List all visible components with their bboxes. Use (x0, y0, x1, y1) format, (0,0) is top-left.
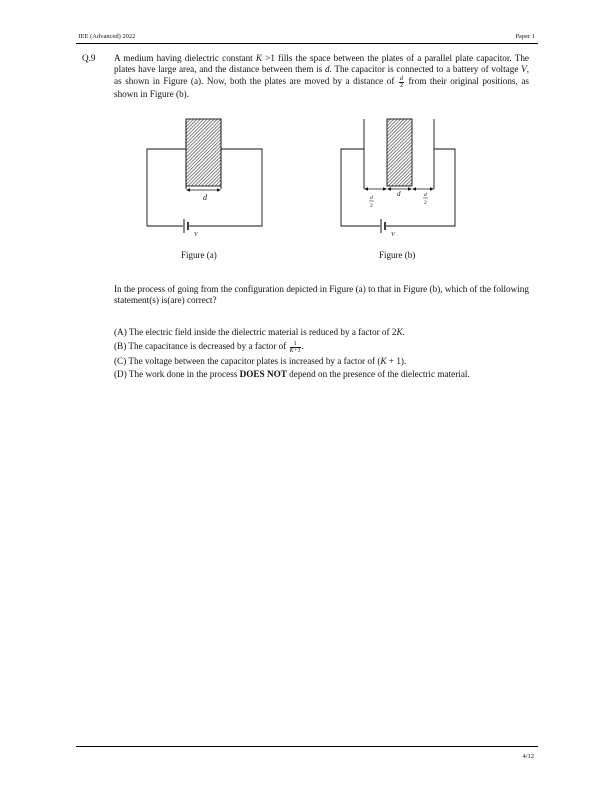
fraction-d-over-2: $\frac{d}{2}$ (399, 75, 403, 89)
page-number: 4/12 (522, 753, 534, 760)
wire-left-b (341, 149, 380, 226)
option-c: (C) The voltage between the capacitor plates is increased by a factor of (K + 1). (114, 356, 407, 366)
option-a: (A) The electric field inside the dielectric material is reduced by a factor of 2K. (114, 327, 405, 337)
figures (0, 0, 612, 300)
dielectric-slab-a (186, 119, 221, 186)
label-v-a: V (194, 232, 198, 238)
question-number: Q.9 (82, 53, 96, 63)
figure-a-caption: Figure (a) (181, 250, 217, 260)
question-stem: In the process of going from the configuration depicted in Figure (a) to that in Figure (b), which of the following statement(s) is(are) correct? (114, 284, 529, 306)
figure-b (341, 119, 455, 233)
header-exam-title: JEE (Advanced) 2022 (78, 33, 136, 40)
label-half-right-den: 2 (424, 200, 427, 206)
figure-b-caption: Figure (b) (379, 250, 416, 260)
wire-left-a (147, 149, 186, 226)
label-half-left-num: d (370, 195, 373, 201)
label-half-left-den: 2 (370, 203, 373, 209)
fraction-1-over-k-plus-1: $\frac{1}{K+1}$ (289, 341, 301, 354)
label-v-b: V (391, 232, 395, 238)
question-text: A medium having dielectric constant K >1 fills the space between the plates of a parallel plate capacitor. The plates have large area, and the distance between them is d. The capacitor is connected to a battery of voltage V, as shown in Figure (a). Now, both the plates are moved by a distance of $\frac{d}{2}$ from their original positions, as shown in Figure (b). (114, 53, 529, 99)
header-paper-number: Paper 1 (515, 33, 535, 40)
figure-a (147, 119, 262, 233)
option-d: (D) The work done in the process DOES NOT depend on the presence of the dielectric material. (114, 369, 470, 379)
option-b: (B) The capacitance is decreased by a factor of $\frac{1}{K+1}$ . (114, 341, 304, 354)
footer-rule (76, 746, 538, 747)
dielectric-slab-b (387, 119, 412, 186)
label-d-a: d (203, 193, 207, 202)
label-d-b: d (397, 190, 401, 198)
label-half-right-num: d (424, 192, 427, 198)
